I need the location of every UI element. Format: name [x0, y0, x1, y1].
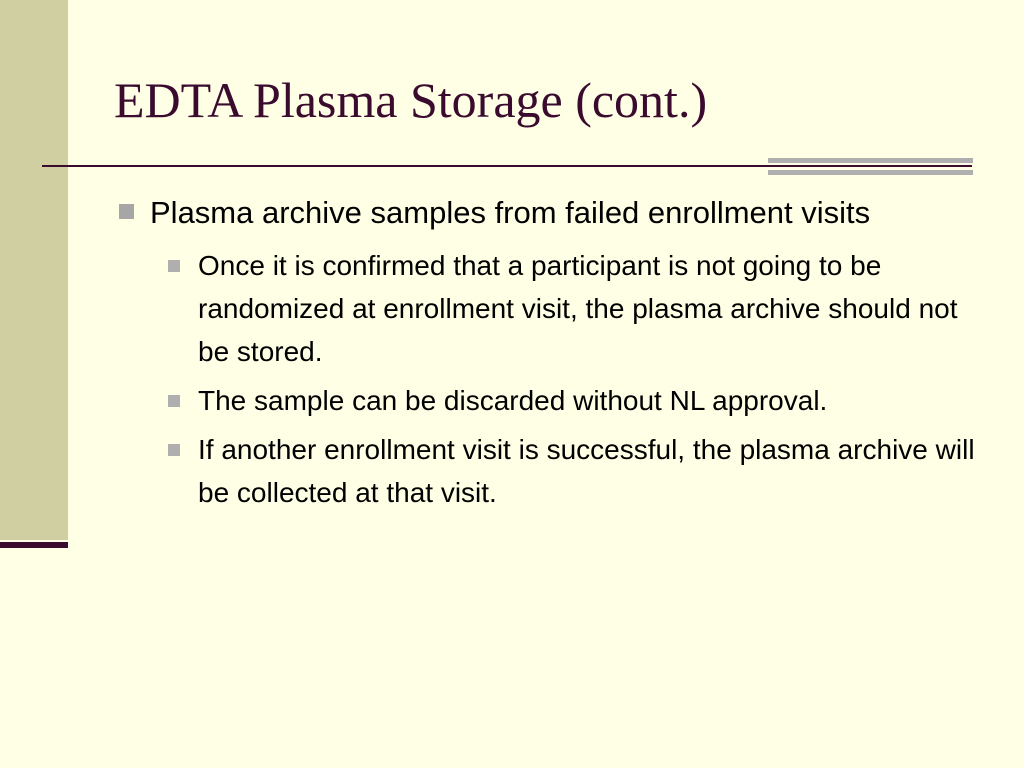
- sub-bullet-text: Once it is confirmed that a participant is not going to be randomized at enrollment visit, the plasma archive should not be stored.: [198, 250, 958, 367]
- title-divider: [42, 165, 972, 167]
- accent-bar-bottom: [768, 170, 973, 175]
- sub-bullet-list: [110, 244, 980, 514]
- sub-bullet: [166, 244, 980, 373]
- square-bullet-icon: [168, 260, 180, 272]
- sub-bullet-text: The sample can be discarded without NL approval.: [198, 385, 828, 416]
- slide-body: [110, 192, 980, 520]
- square-bullet-icon: [168, 395, 180, 407]
- square-bullet-icon: [168, 444, 180, 456]
- bullet-text: Plasma archive samples from failed enrollment visits: [150, 195, 871, 230]
- sub-bullet: [166, 428, 980, 514]
- accent-bar-top: [768, 158, 973, 163]
- left-decorative-band: [0, 0, 68, 540]
- bullet-level1: [110, 192, 980, 234]
- left-band-underline: [0, 542, 68, 548]
- sub-bullet-text: If another enrollment visit is successful, the plasma archive will be collected at that visit.: [198, 434, 975, 508]
- sub-bullet: [166, 379, 980, 422]
- square-bullet-icon: [119, 204, 134, 219]
- slide-title: EDTA Plasma Storage (cont.): [114, 72, 708, 128]
